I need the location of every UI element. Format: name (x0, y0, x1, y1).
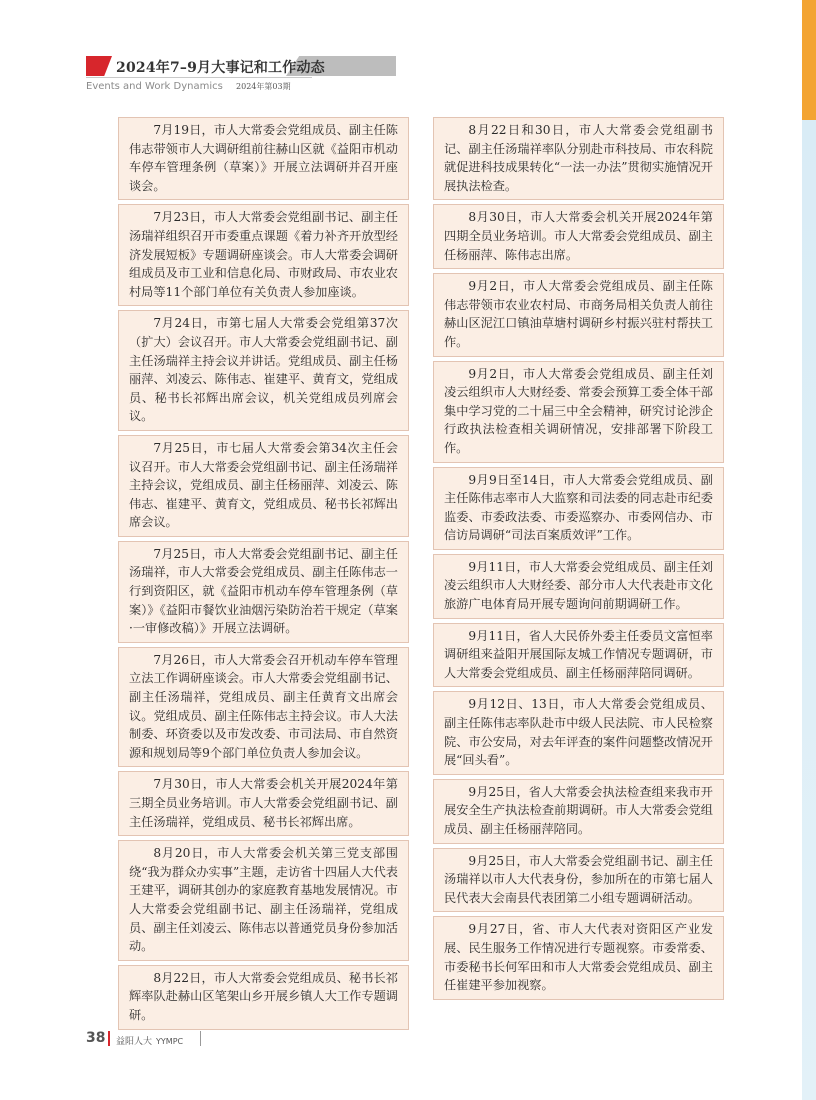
subtitle-english: Events and Work Dynamics (86, 81, 223, 92)
event-entry: 7月19日，市人大常委会党组成员、副主任陈伟志带领市人大调研组前往赫山区就《益阳市机动车停车管理条例（草案）》开展立法调研并召开座谈会。 (118, 117, 409, 200)
event-entry: 7月25日，市七届人大常委会第34次主任会议召开。市人大常委会党组副书记、副主任汤瑞祥主持会议，党组成员、副主任杨丽萍、刘凌云、陈伟志、崔建平、黄育文，党组成员、秘书长祁辉出席会议。 (118, 435, 409, 537)
event-entry: 8月22日，市人大常委会党组成员、秘书长祁辉率队赴赫山区笔架山乡开展乡镇人大工作专题调研。 (118, 965, 409, 1030)
event-entry: 9月2日，市人大常委会党组成员、副主任陈伟志带领市农业农村局、市商务局相关负责人前往赫山区泥江口镇油草塘村调研乡村振兴驻村帮扶工作。 (433, 273, 724, 356)
magazine-title: 益阳人大 (116, 1037, 153, 1047)
event-entry: 7月30日，市人大常委会机关开展2024年第三期全员业务培训。市人大常委会党组副书记、副主任汤瑞祥，党组成员、秘书长祁辉出席。 (118, 771, 409, 836)
header-red-tab (86, 56, 112, 76)
section-subtitle (86, 81, 291, 92)
event-entry: 8月22日和30日，市人大常委会党组副书记、副主任汤瑞祥率队分别赴市科技局、市农科院就促进科技成果转化“一法一办法”贯彻实施情况开展执法检查。 (433, 117, 724, 200)
header-divider (86, 77, 312, 78)
right-column (433, 117, 724, 1004)
event-entry: 9月25日，省人大常委会执法检查组来我市开展安全生产执法检查前期调研。市人大常委会党组成员、副主任杨丽萍陪同。 (433, 779, 724, 844)
magazine-name (116, 1034, 183, 1047)
event-entry: 9月25日，市人大常委会党组副书记、副主任汤瑞祥以市人大代表身份，参加所在的市第七届人民代表大会南县代表团第二小组专题调研活动。 (433, 848, 724, 913)
event-entry: 9月9日至14日，市人大常委会党组成员、副主任陈伟志率市人大监察和司法委的同志赴市纪委监委、市委政法委、市委巡察办、市委网信办、市信访局调研“司法百案质效评”工作。 (433, 467, 724, 550)
event-entry: 9月27日，省、市人大代表对资阳区产业发展、民生服务工作情况进行专题视察。市委常委、市委秘书长何军田和市人大常委会党组成员、副主任崔建平参加视察。 (433, 916, 724, 999)
event-entry: 8月30日，市人大常委会机关开展2024年第四期全员业务培训。市人大常委会党组成员、副主任杨丽萍、陈伟志出席。 (433, 204, 724, 269)
event-entry: 7月23日，市人大常委会党组副书记、副主任汤瑞祥组织召开市委重点课题《着力补齐开放型经济发展短板》专题调研座谈会。市人大常委会调研组成员及市工业和信息化局、市财政局、市农业农村局等11个部门单位有关负责人参加座谈。 (118, 204, 409, 306)
event-entry: 9月12日、13日，市人大常委会党组成员、副主任陈伟志率队赴市中级人民法院、市人民检察院、市公安局，对去年评查的案件问题整改情况开展“回头看”。 (433, 691, 724, 774)
event-entry: 7月25日，市人大常委会党组副书记、副主任汤瑞祥，市人大常委会党组成员、副主任陈伟志一行到资阳区，就《益阳市机动车停车管理条例（草案）》《益阳市餐饮业油烟污染防治若干规定（草案·一审修改稿）》开展立法调研。 (118, 541, 409, 643)
section-title: 2024年7–9月大事记和工作动态 (116, 60, 325, 76)
event-entry: 9月11日，省人大民侨外委主任委员文富恒率调研组来益阳开展国际友城工作情况专题调研，市人大常委会党组成员、副主任杨丽萍陪同调研。 (433, 623, 724, 688)
event-entry: 9月11日，市人大常委会党组成员、副主任刘凌云组织市人大财经委、部分市人大代表赴市文化旅游广电体育局开展专题询问前期调研工作。 (433, 554, 724, 619)
footer-red-bar (108, 1031, 110, 1046)
footer-divider (200, 1031, 201, 1046)
magazine-code: YYMPC (156, 1037, 184, 1046)
left-column (118, 117, 409, 1034)
event-entry: 8月20日，市人大常委会机关第三党支部围绕“我为群众办实事”主题，走访省十四届人大代表王建平，调研其创办的家庭教育基地发展情况。市人大常委会党组副书记、副主任汤瑞祥，党组成员、副主任刘凌云、陈伟志以普通党员身份参加活动。 (118, 840, 409, 961)
event-entry: 9月2日，市人大常委会党组成员、副主任刘凌云组织市人大财经委、常委会预算工委全体干部集中学习党的二十届三中全会精神，研究讨论涉企行政执法检查相关调研情况，安排部署下阶段工作。 (433, 361, 724, 463)
issue-number: 2024年第03期 (236, 82, 291, 91)
page-header (86, 56, 325, 76)
event-entry: 7月26日，市人大常委会召开机动车停车管理立法工作调研座谈会。市人大常委会党组副书记、副主任汤瑞祥，党组成员、副主任黄育文出席会议。党组成员、副主任陈伟志主持会议。市人大法制委、环资委以及市发改委、市司法局、市自然资源和规划局等9个部门单位负责人参加会议。 (118, 647, 409, 768)
side-color-strip (802, 0, 816, 1100)
event-entry: 7月24日，市第七届人大常委会党组第37次（扩大）会议召开。市人大常委会党组副书记、副主任汤瑞祥主持会议并讲话。党组成员、副主任杨丽萍、刘凌云、陈伟志、崔建平、黄育文，党组成员、秘书长祁辉出席会议，机关党组成员列席会议。 (118, 310, 409, 431)
page-number: 38 (86, 1030, 106, 1046)
